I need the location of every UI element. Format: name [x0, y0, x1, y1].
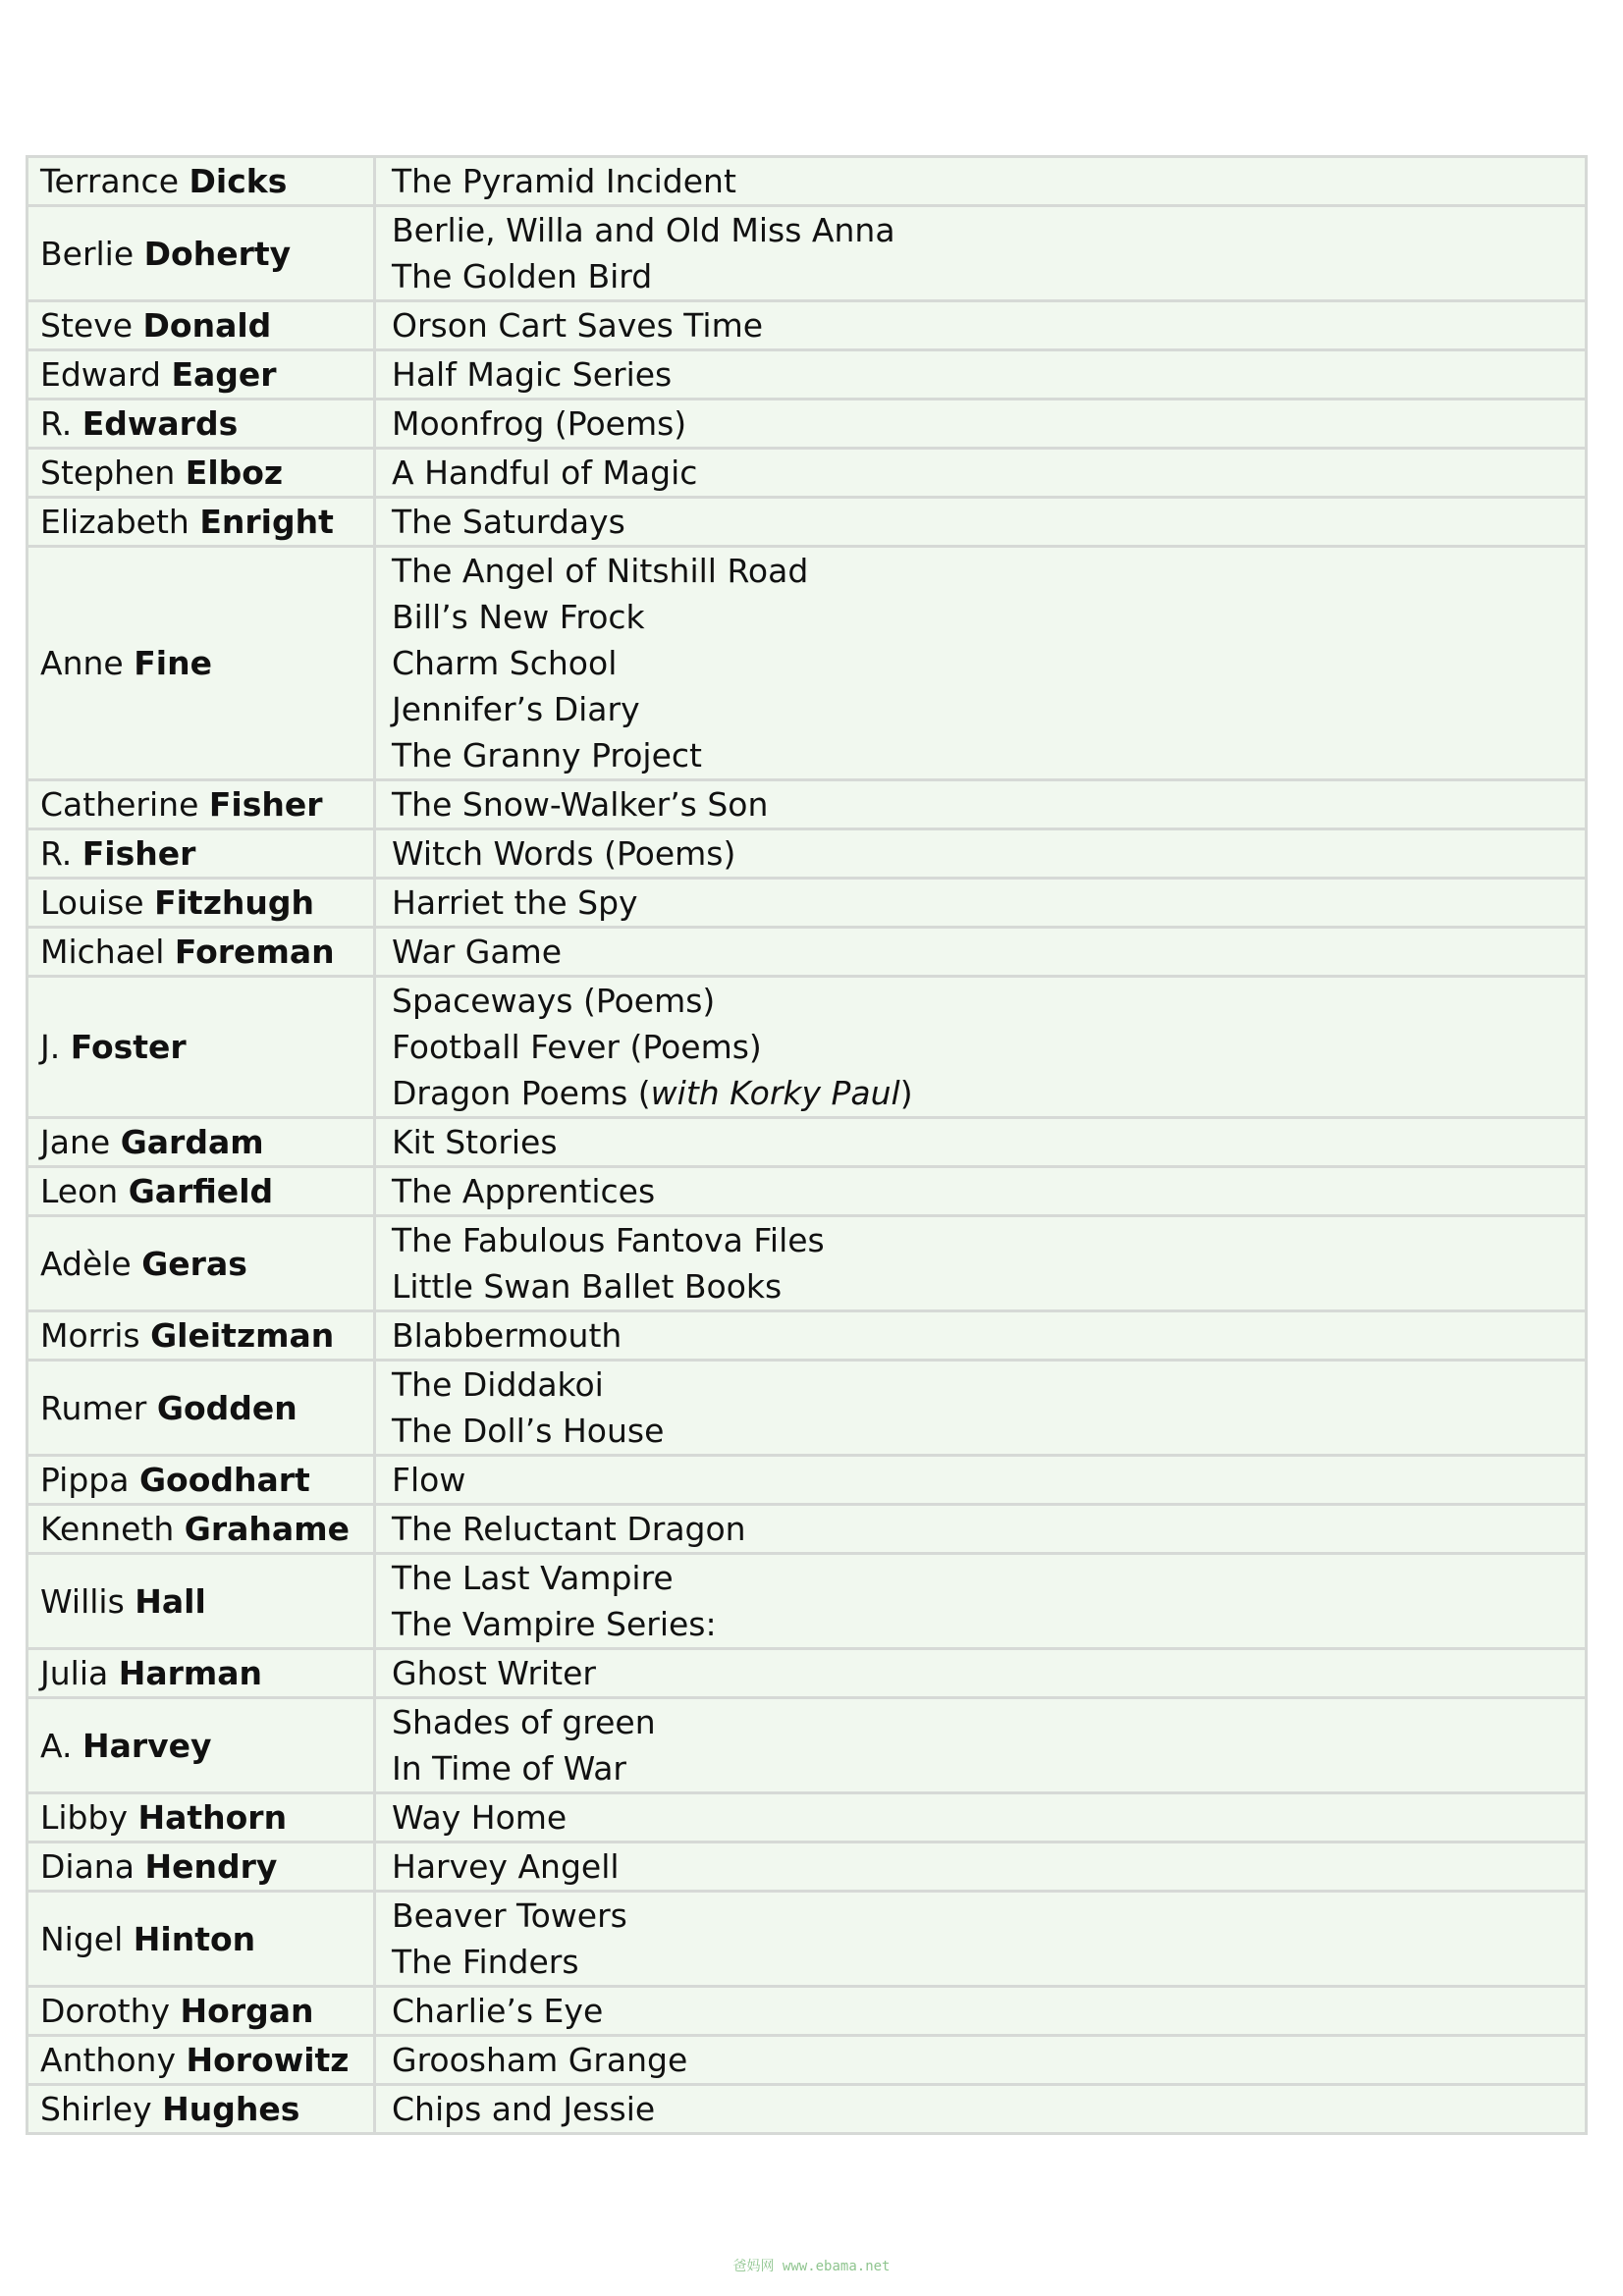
author-first-name: Willis [40, 1581, 125, 1621]
titles-cell [375, 879, 1587, 928]
titles-cell [375, 1167, 1587, 1216]
author-first-name: Shirley [40, 2090, 152, 2128]
author-surname: Grahame [184, 1510, 350, 1548]
table-row [27, 1167, 1587, 1216]
table-row [27, 1311, 1587, 1361]
titles-cell [375, 301, 1587, 350]
book-title [392, 978, 1573, 1024]
book-title-text: Harvey Angell [392, 1847, 620, 1886]
book-title-text: The Saturdays [392, 503, 625, 541]
author-first-name: Nigel [40, 1919, 124, 1958]
book-title-suffix: ) [899, 1074, 913, 1112]
book-title-text: Half Magic Series [392, 355, 673, 394]
book-title-text: A Handful of Magic [392, 454, 698, 492]
book-title-text: In Time of War [392, 1749, 626, 1788]
author-surname: Donald [142, 306, 272, 345]
table-row [27, 1698, 1587, 1793]
book-title-text: The Fabulous Fantova Files [392, 1221, 825, 1259]
author-surname: Doherty [143, 234, 292, 273]
titles-cell [375, 1842, 1587, 1892]
book-title [392, 1601, 1573, 1647]
titles-cell [375, 1649, 1587, 1698]
author-first-name: R. [40, 834, 73, 873]
author-surname: Goodhart [138, 1461, 310, 1499]
author-first-name: Jane [40, 1123, 111, 1161]
author-cell [27, 2085, 375, 2134]
book-title-text: Groosham Grange [392, 2041, 688, 2079]
table-row [27, 1361, 1587, 1456]
author-cell [27, 977, 375, 1118]
book-title [392, 1506, 1573, 1552]
author-first-name: R. [40, 404, 73, 443]
author-cell [27, 1987, 375, 2036]
author-surname: Godden [156, 1388, 298, 1427]
titles-cell [375, 1793, 1587, 1842]
author-first-name: Adèle [40, 1244, 132, 1283]
table-row [27, 1118, 1587, 1167]
author-surname: Elboz [185, 454, 284, 492]
book-title [392, 1070, 1573, 1116]
author-surname: Hinton [133, 1919, 256, 1958]
author-surname: Geras [141, 1244, 247, 1283]
book-title-text: The Reluctant Dragon [392, 1510, 746, 1548]
titles-cell [375, 400, 1587, 449]
author-cell [27, 157, 375, 206]
author-first-name: Terrance [40, 162, 179, 200]
author-surname: Fisher [208, 785, 323, 824]
book-title [392, 1312, 1573, 1359]
book-title [392, 686, 1573, 732]
book-title [392, 1988, 1573, 2034]
author-cell [27, 1698, 375, 1793]
author-surname: Hughes [162, 2090, 300, 2128]
book-title [392, 302, 1573, 348]
book-title [392, 1119, 1573, 1165]
author-surname: Horowitz [186, 2041, 350, 2079]
book-title-text: Dragon Poems ( [392, 1074, 651, 1112]
book-title-text: Shades of green [392, 1703, 656, 1741]
book-title [392, 880, 1573, 926]
table-row [27, 1892, 1587, 1987]
author-surname: Dicks [189, 162, 288, 200]
author-cell [27, 1842, 375, 1892]
author-cell [27, 1456, 375, 1505]
book-title [392, 1263, 1573, 1309]
titles-cell [375, 1505, 1587, 1554]
book-title-text: Bill’s New Frock [392, 598, 645, 636]
book-title [392, 732, 1573, 778]
book-title [392, 1362, 1573, 1408]
book-title-text: Little Swan Ballet Books [392, 1267, 783, 1306]
titles-cell [375, 1698, 1587, 1793]
author-cell [27, 498, 375, 547]
book-title-text: Beaver Towers [392, 1896, 627, 1935]
table-body [27, 157, 1587, 2134]
table-row [27, 1456, 1587, 1505]
footer-watermark: 爸妈网 www.ebama.net [732, 2259, 891, 2274]
titles-cell [375, 1118, 1587, 1167]
author-first-name: Anne [40, 644, 124, 682]
book-title [392, 1457, 1573, 1503]
author-first-name: Rumer [40, 1388, 147, 1427]
book-title [392, 2086, 1573, 2132]
book-title-text: The Last Vampire [392, 1559, 674, 1597]
author-surname: Harvey [81, 1726, 212, 1765]
book-title-text: The Golden Bird [392, 257, 653, 295]
book-title [392, 450, 1573, 496]
titles-cell [375, 1554, 1587, 1649]
titles-cell [375, 1216, 1587, 1311]
book-title [392, 1939, 1573, 1985]
book-title-text: Way Home [392, 1798, 568, 1837]
book-title [392, 1843, 1573, 1890]
author-surname: Gardam [120, 1123, 264, 1161]
author-cell [27, 1167, 375, 1216]
author-cell [27, 449, 375, 498]
book-title-text: Moonfrog (Poems) [392, 404, 687, 443]
author-surname: Eager [171, 355, 277, 394]
author-first-name: A. [40, 1726, 73, 1765]
author-first-name: Catherine [40, 785, 199, 824]
author-cell [27, 1361, 375, 1456]
book-title [392, 830, 1573, 877]
book-title-text: The Doll’s House [392, 1412, 665, 1450]
table-row [27, 1649, 1587, 1698]
book-title-text: Football Fever (Poems) [392, 1028, 762, 1066]
author-first-name: Anthony [40, 2041, 176, 2079]
book-title [392, 781, 1573, 828]
titles-cell [375, 1892, 1587, 1987]
author-cell [27, 879, 375, 928]
book-title [392, 207, 1573, 253]
author-surname: Fine [134, 644, 212, 682]
table-row [27, 301, 1587, 350]
table-row [27, 449, 1587, 498]
author-first-name: Leon [40, 1172, 119, 1210]
author-first-name: Louise [40, 883, 144, 922]
book-title [392, 351, 1573, 398]
author-first-name: Elizabeth [40, 503, 189, 541]
author-cell [27, 1892, 375, 1987]
table-row [27, 879, 1587, 928]
table-row [27, 2036, 1587, 2085]
book-title-text: Kit Stories [392, 1123, 558, 1161]
book-title-text: Chips and Jessie [392, 2090, 656, 2128]
book-title [392, 2037, 1573, 2083]
author-first-name: Steve [40, 306, 134, 345]
table-row [27, 206, 1587, 301]
book-title [392, 1745, 1573, 1791]
book-title [392, 640, 1573, 686]
author-surname: Fitzhugh [154, 883, 315, 922]
author-cell [27, 1554, 375, 1649]
author-first-name: Kenneth [40, 1510, 175, 1548]
author-surname: Edwards [81, 404, 239, 443]
book-title-text: The Pyramid Incident [392, 162, 736, 200]
book-title [392, 1650, 1573, 1696]
book-title [392, 499, 1573, 545]
table-row [27, 829, 1587, 879]
author-first-name: Julia [40, 1654, 109, 1692]
book-title [392, 1024, 1573, 1070]
titles-cell [375, 2036, 1587, 2085]
titles-cell [375, 2085, 1587, 2134]
book-title-text: Harriet the Spy [392, 883, 638, 922]
titles-cell [375, 1361, 1587, 1456]
book-title [392, 1555, 1573, 1601]
book-title [392, 929, 1573, 975]
table-row [27, 350, 1587, 400]
table-row [27, 1793, 1587, 1842]
table-row [27, 1505, 1587, 1554]
table-row [27, 1554, 1587, 1649]
author-cell [27, 1118, 375, 1167]
table-row [27, 547, 1587, 780]
book-title-text: Ghost Writer [392, 1654, 596, 1692]
author-first-name: J. [40, 1028, 61, 1066]
table-row [27, 977, 1587, 1118]
titles-cell [375, 449, 1587, 498]
author-cell [27, 1649, 375, 1698]
author-surname: Fisher [81, 834, 196, 873]
titles-cell [375, 350, 1587, 400]
author-first-name: Pippa [40, 1461, 130, 1499]
author-first-name: Berlie [40, 234, 135, 273]
book-title-text: The Apprentices [392, 1172, 656, 1210]
author-first-name: Diana [40, 1847, 135, 1886]
author-book-table [26, 155, 1588, 2135]
book-title [392, 1168, 1573, 1214]
author-surname: Hall [135, 1581, 206, 1621]
book-title-text: Orson Cart Saves Time [392, 306, 764, 345]
author-first-name: Libby [40, 1798, 128, 1837]
book-title [392, 1893, 1573, 1939]
author-surname: Horgan [180, 1992, 314, 2030]
titles-cell [375, 780, 1587, 829]
table-row [27, 498, 1587, 547]
author-cell [27, 1505, 375, 1554]
titles-cell [375, 1456, 1587, 1505]
author-first-name: Stephen [40, 454, 176, 492]
table-row [27, 1842, 1587, 1892]
book-title [392, 594, 1573, 640]
book-title-text: Jennifer’s Diary [392, 690, 640, 728]
author-cell [27, 1216, 375, 1311]
book-title-text: Berlie, Willa and Old Miss Anna [392, 211, 895, 249]
titles-cell [375, 206, 1587, 301]
author-cell [27, 400, 375, 449]
book-title [392, 1408, 1573, 1454]
author-surname: Harman [118, 1654, 263, 1692]
author-first-name: Edward [40, 355, 161, 394]
table-row [27, 780, 1587, 829]
author-cell [27, 2036, 375, 2085]
book-title-text: The Finders [392, 1943, 579, 1981]
book-title-text: Blabbermouth [392, 1316, 622, 1355]
author-cell [27, 780, 375, 829]
table-row [27, 928, 1587, 977]
book-title-text: Flow [392, 1461, 466, 1499]
book-title [392, 548, 1573, 594]
author-surname: Gleitzman [150, 1316, 335, 1355]
book-title [392, 1217, 1573, 1263]
table-row [27, 1987, 1587, 2036]
book-title-text: The Granny Project [392, 736, 702, 774]
book-title-note: with Korky Paul [650, 1074, 900, 1112]
author-surname: Garfield [128, 1172, 274, 1210]
book-title [392, 400, 1573, 447]
author-first-name: Michael [40, 933, 165, 971]
book-title-text: Spaceways (Poems) [392, 982, 716, 1020]
table-row [27, 157, 1587, 206]
book-title-text: The Snow-Walker’s Son [392, 785, 769, 824]
titles-cell [375, 1311, 1587, 1361]
author-first-name: Morris [40, 1316, 140, 1355]
titles-cell [375, 547, 1587, 780]
book-title [392, 1699, 1573, 1745]
book-title-text: Charlie’s Eye [392, 1992, 604, 2030]
author-first-name: Dorothy [40, 1992, 171, 2030]
table-row [27, 2085, 1587, 2134]
author-cell [27, 829, 375, 879]
author-surname: Foreman [174, 933, 335, 971]
titles-cell [375, 977, 1587, 1118]
book-title-text: Charm School [392, 644, 618, 682]
author-cell [27, 301, 375, 350]
titles-cell [375, 157, 1587, 206]
author-surname: Enright [199, 503, 334, 541]
author-surname: Hendry [144, 1847, 278, 1886]
author-cell [27, 206, 375, 301]
author-cell [27, 1311, 375, 1361]
book-title [392, 158, 1573, 204]
book-title-text: The Vampire Series: [392, 1605, 717, 1643]
book-title-text: The Diddakoi [392, 1365, 604, 1404]
book-title-text: The Angel of Nitshill Road [392, 552, 809, 590]
book-title-text: War Game [392, 933, 563, 971]
author-cell [27, 1793, 375, 1842]
author-surname: Hathorn [137, 1798, 288, 1837]
author-cell [27, 928, 375, 977]
book-title [392, 253, 1573, 299]
author-cell [27, 547, 375, 780]
table-row [27, 400, 1587, 449]
titles-cell [375, 498, 1587, 547]
author-surname: Foster [70, 1028, 187, 1066]
book-title [392, 1794, 1573, 1841]
titles-cell [375, 928, 1587, 977]
book-title-text: Witch Words (Poems) [392, 834, 736, 873]
titles-cell [375, 829, 1587, 879]
titles-cell [375, 1987, 1587, 2036]
author-cell [27, 350, 375, 400]
table-row [27, 1216, 1587, 1311]
